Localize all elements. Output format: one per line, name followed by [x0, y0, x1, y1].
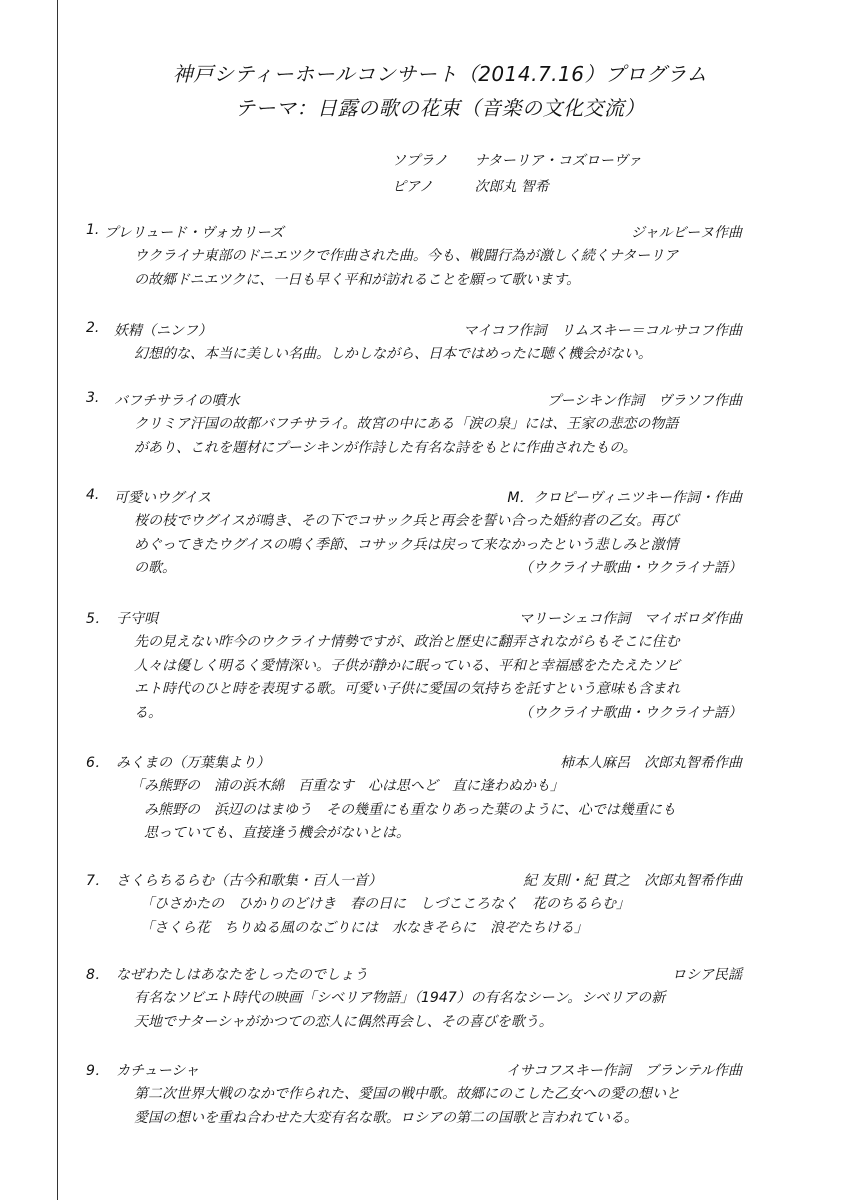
- item-composer: 紀 友則・紀 貫之 次郎丸智希作曲: [523, 873, 742, 889]
- item-description-line: の故郷ドニエツクに、一日も早く平和が訪れることを願って歌います。: [134, 271, 581, 288]
- performer-role: ピアノ: [392, 179, 433, 195]
- item-description-line: み熊野の 浜辺のはまゆう その幾重にも重なりあった葉のように、心では幾重にも: [144, 801, 676, 818]
- page-left-border: [57, 0, 58, 1200]
- item-description-line: 第二次世界大戦のなかで作られた、愛国の戦中歌。故郷にのこした乙女への愛の想いと: [134, 1086, 680, 1102]
- item-number: 4.: [86, 487, 100, 503]
- item-title: さくらちるらむ（古今和歌集・百人一首）: [116, 873, 382, 889]
- item-title: カチューシャ: [116, 1063, 200, 1079]
- program-item-7: [86, 870, 754, 940]
- program-item-5: [86, 608, 754, 725]
- item-description-line: の歌。: [134, 560, 176, 576]
- item-description-line: 幻想的な、本当に美しい名曲。しかしながら、日本ではめったに聴く機会がない。: [134, 346, 652, 362]
- item-composer: イサコフスキー作詞 ブランテル作曲: [505, 1063, 742, 1079]
- item-description-line: 思っていても、直接逢う機会がないとは。: [144, 825, 410, 841]
- program-item-4: [86, 487, 754, 581]
- item-description-line: 有名なソビエト時代の映画「シベリア物語」（1947）の有名なシーン。シベリアの新: [134, 990, 666, 1006]
- item-title: 妖精（ニンフ）: [114, 323, 212, 339]
- program-item-8: [86, 964, 754, 1034]
- item-number: 1.: [86, 222, 100, 238]
- item-number: 5．: [86, 611, 109, 627]
- item-description-line: 先の見えない昨今のウクライナ情勢ですが、政治と歴史に翻弄されながらもそこに住む: [134, 634, 680, 650]
- item-composer: マイコフ作詞 リムスキー＝コルサコフ作曲: [463, 323, 742, 339]
- page-title: 神戸シティーホールコンサート（2014.7.16）プログラム: [172, 62, 708, 86]
- item-description-line: 桜の枝でウグイスが鳴き、その下でコサック兵と再会を誓い合った婚約者の乙女。再び: [134, 513, 679, 529]
- item-description-line: ウクライナ東部のドニエツクで作曲された曲。今も、戦闘行為が激しく続くナターリア: [134, 248, 679, 264]
- item-composer: M．クロピーヴィニツキー作詞・作曲: [507, 490, 742, 506]
- item-poem-line: 「ひさかたの ひかりのどけき 春の日に しづこころなく 花のちるらむ」: [140, 896, 630, 912]
- item-title: 可愛いウグイス: [114, 490, 212, 506]
- item-description-line: エト時代のひと時を表現する歌。可愛い子供に愛国の気持ちを託すという意味も含まれ: [134, 681, 680, 697]
- item-number: 3.: [86, 390, 100, 406]
- item-number: 7．: [86, 873, 109, 889]
- item-title: みくまの（万葉集より）: [116, 755, 270, 771]
- item-title: 子守唄: [116, 611, 158, 627]
- item-language-note: （ウクライナ歌曲・ウクライナ語）: [518, 704, 742, 721]
- page-subtitle: テーマ：日露の歌の花束（音楽の文化交流）: [235, 96, 645, 120]
- item-number: 8．: [86, 967, 109, 983]
- item-composer: 柿本人麻呂 次郎丸智希作曲: [560, 755, 742, 771]
- program-item-6: [86, 752, 754, 846]
- item-description-line: る。: [134, 704, 162, 721]
- item-description-line: 人々は優しく明るく愛情深い。子供が静かに眠っている、平和と幸福感をたたえたソビ: [134, 657, 680, 674]
- item-description-line: 天地でナターシャがかつての恋人に偶然再会し、その喜びを歌う。: [134, 1013, 553, 1030]
- item-number: 2.: [86, 320, 100, 336]
- item-description-line: めぐってきたウグイスの鳴く季節、コサック兵は戻って来なかったという悲しみと激情: [134, 536, 679, 553]
- item-description-line: があり、これを題材にプーシキンが作詩した有名な詩をもとに作曲されたもの。: [134, 439, 637, 456]
- item-number: 9．: [86, 1063, 109, 1079]
- item-description-line: 愛国の想いを重ね合わせた大変有名な歌。ロシアの第二の国歌と言われている。: [134, 1109, 638, 1126]
- item-composer: ジャルビーヌ作曲: [630, 225, 742, 241]
- item-poem-line: 「み熊野の 浦の浜木綿 百重なす 心は思へど 直に逢わぬかも」: [130, 778, 564, 794]
- item-composer: プーシキン作詞 ヴラソフ作曲: [546, 393, 742, 409]
- performer-role: ソプラノ: [392, 153, 448, 169]
- performer-name: ナターリア・コズローヴァ: [474, 153, 642, 169]
- item-title: なぜわたしはあなたをしったのでしょう: [116, 967, 368, 983]
- program-item-2: [86, 320, 754, 367]
- item-poem-line: 「さくら花 ちりぬる風のなごりには 水なきそらに 浪ぞたちける」: [140, 919, 588, 936]
- item-language-note: （ウクライナ歌曲・ウクライナ語）: [518, 560, 742, 576]
- item-composer: ロシア民謡: [672, 967, 742, 983]
- item-composer: マリーシェコ作詞 マイボロダ作曲: [518, 611, 742, 627]
- performer-soprano: [392, 150, 642, 170]
- program-item-9: [86, 1060, 754, 1130]
- performer-name: 次郎丸 智希: [474, 179, 549, 195]
- program-item-3: [86, 390, 754, 460]
- item-description-line: クリミア汗国の故都バフチサライ。故宮の中にある「涙の泉」には、王家の悲恋の物語: [134, 416, 679, 432]
- item-title: バフチサライの噴水: [114, 393, 240, 409]
- item-title: プレリュード・ヴォカリーズ: [104, 225, 284, 241]
- item-number: 6．: [86, 755, 109, 771]
- performer-piano: [392, 176, 549, 196]
- program-item-1: [86, 222, 754, 292]
